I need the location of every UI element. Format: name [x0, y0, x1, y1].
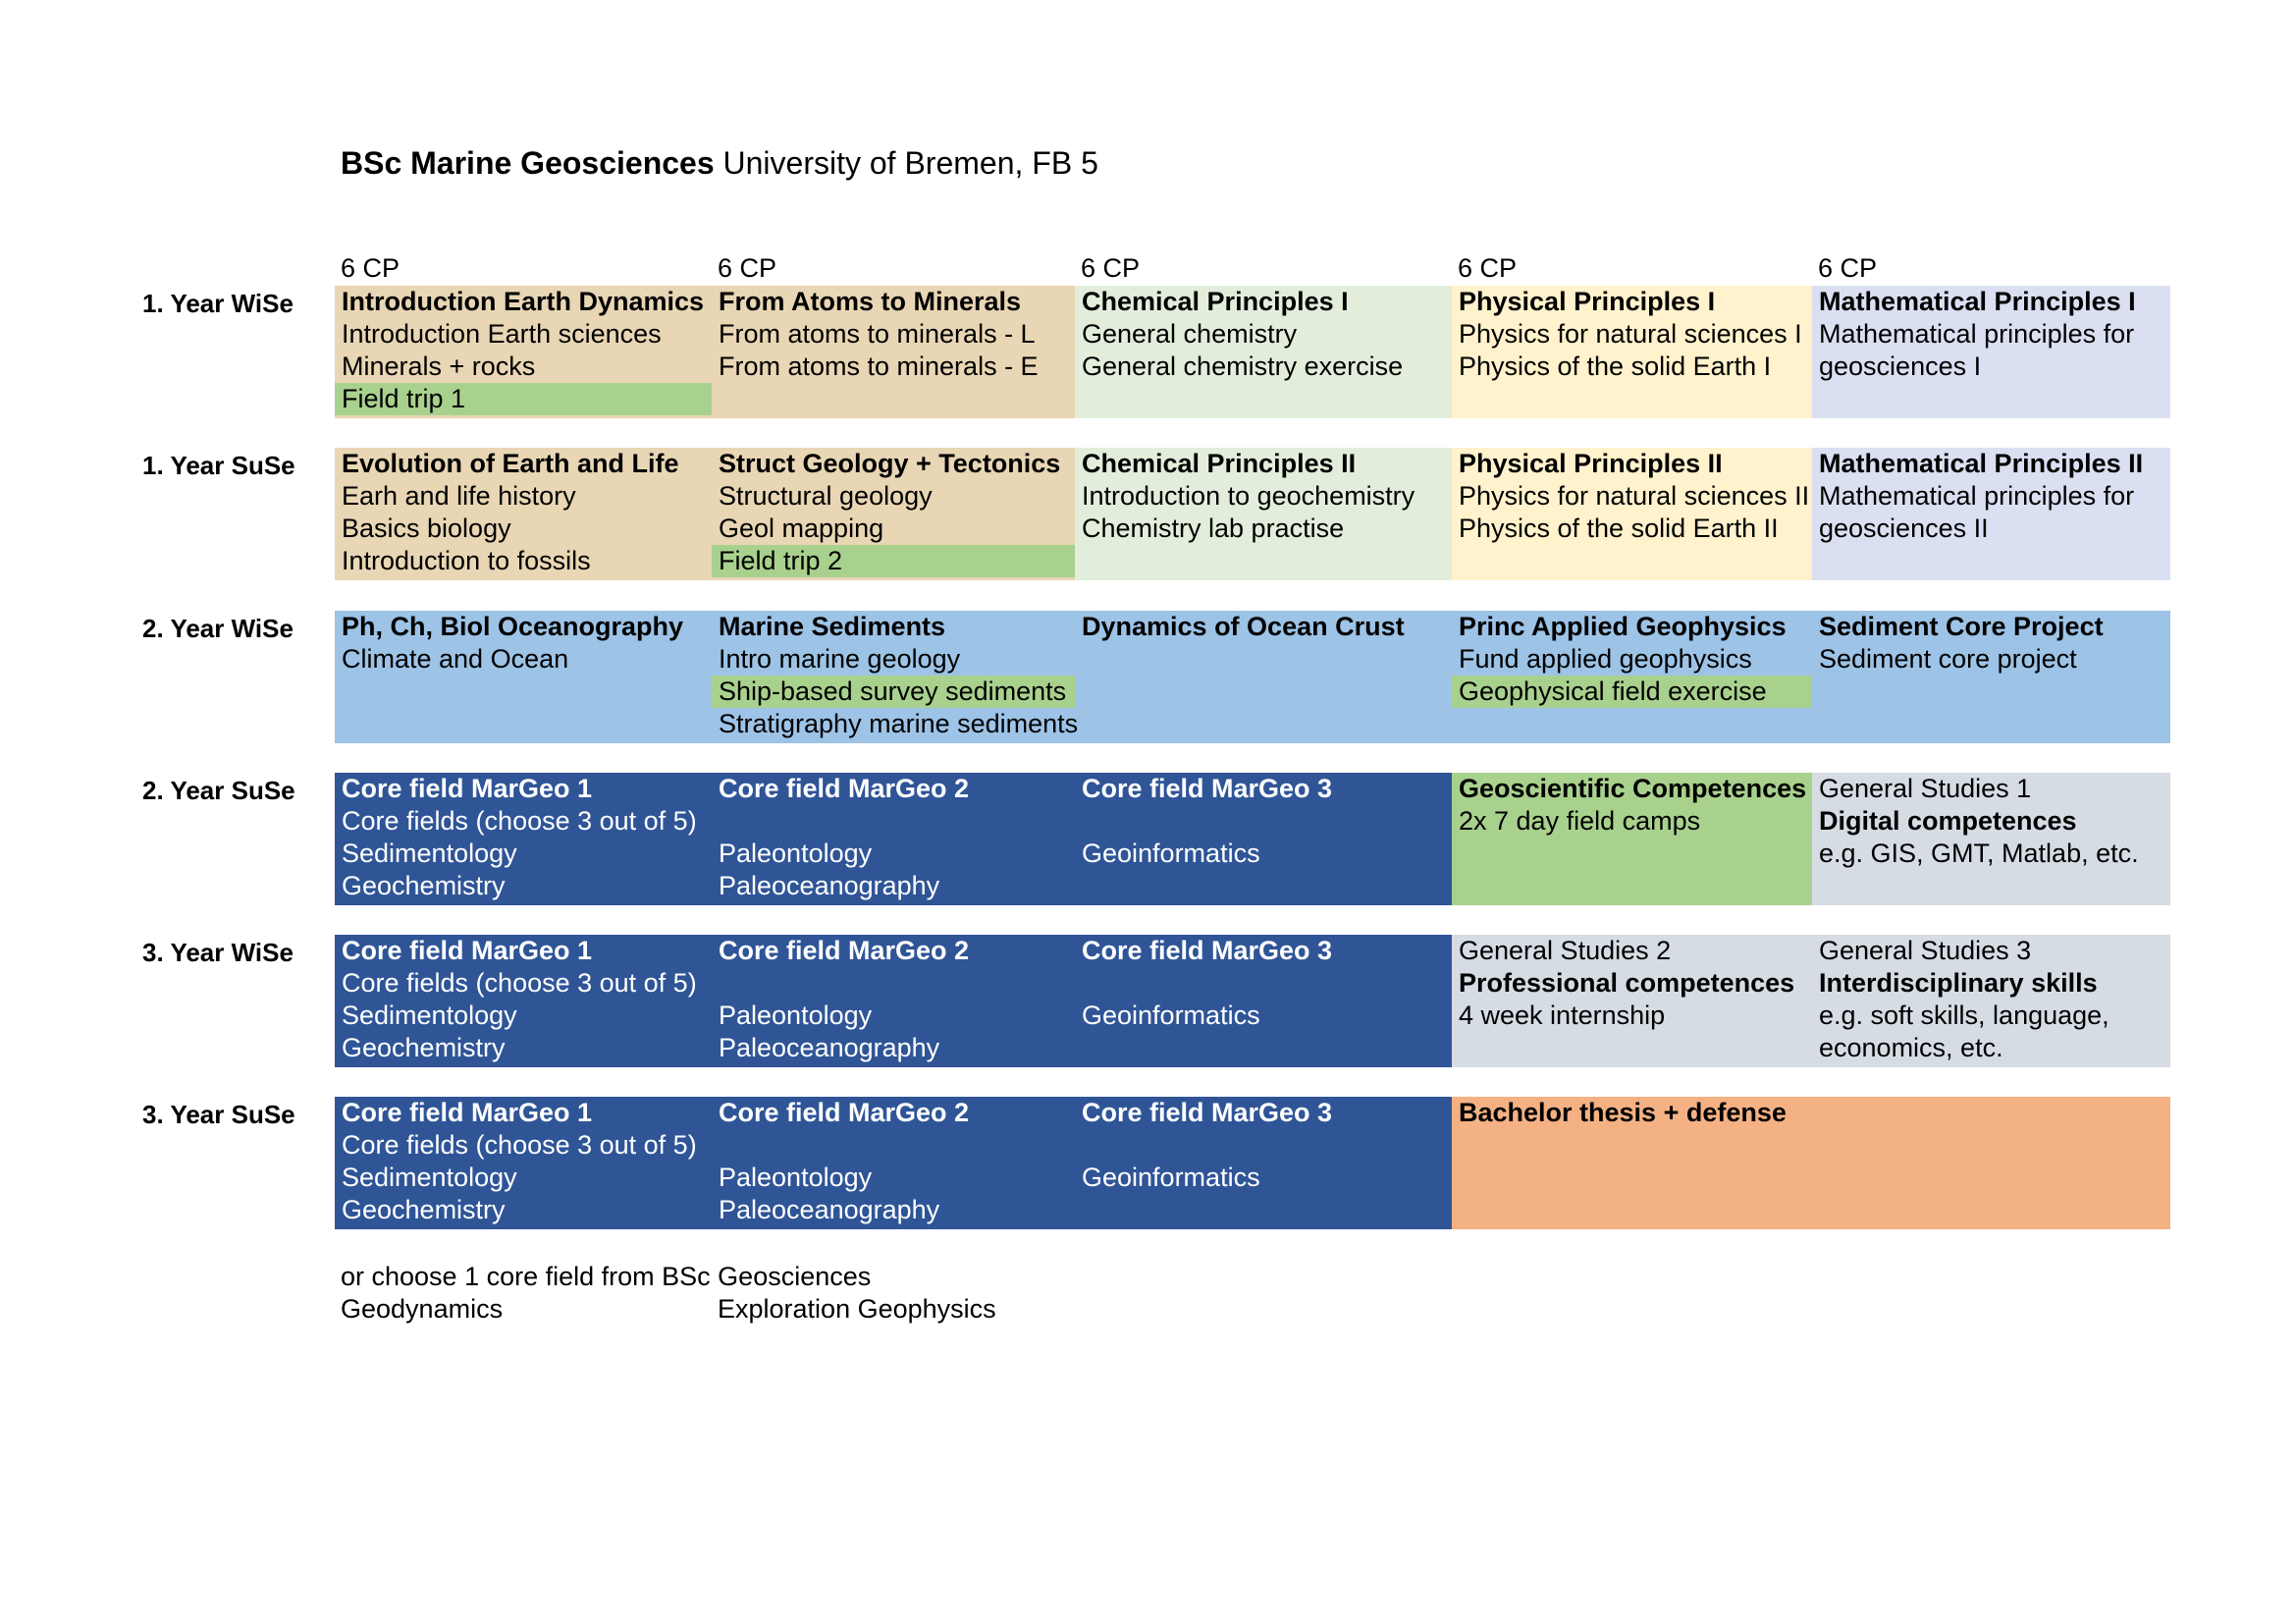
module-title: Mathematical Principles I: [1819, 287, 2136, 316]
module-line: Core fields (choose 3 out of 5): [342, 806, 697, 836]
module-line: Intro marine geology: [719, 644, 961, 674]
module-core-field-margeo-1: [335, 935, 712, 1067]
module-line: Minerals + rocks: [342, 352, 536, 381]
module-line: General chemistry exercise: [1082, 352, 1404, 381]
module-line: Fund applied geophysics: [1459, 644, 1752, 674]
row-label: 2. Year SuSe: [142, 776, 295, 805]
module-line: Paleontology: [719, 839, 873, 868]
module-chemical-principles-2: [1075, 448, 1452, 580]
field-trip-highlight: Field trip 1: [342, 383, 712, 415]
module-line: Physics of the solid Earth II: [1459, 514, 1779, 543]
module-line: Introduction to fossils: [342, 546, 591, 575]
module-physical-principles-1: [1452, 286, 1812, 418]
module-title: Physical Principles I: [1459, 287, 1716, 316]
module-title: Core field MarGeo 3: [1082, 1098, 1333, 1127]
module-title: Physical Principles II: [1459, 449, 1723, 478]
module-core-field-margeo-3: [1075, 773, 1452, 905]
module-line: Introduction Earth sciences: [342, 319, 662, 349]
module-line: [719, 967, 1075, 1000]
module-core-field-margeo-1: [335, 773, 712, 905]
module-core-field-margeo-1: [335, 1097, 712, 1229]
module-title: Core field MarGeo 1: [342, 1098, 593, 1127]
module-title: Chemical Principles II: [1082, 449, 1357, 478]
module-line: e.g. GIS, GMT, Matlab, etc.: [1819, 839, 2139, 868]
module-line: 2x 7 day field camps: [1459, 806, 1701, 836]
module-line: Physics of the solid Earth I: [1459, 352, 1772, 381]
module-line: Geol mapping: [719, 514, 884, 543]
module-line: geosciences I: [1819, 352, 1982, 381]
module-introduction-earth-dynamics: [335, 286, 712, 418]
module-line: Paleontology: [719, 1001, 873, 1030]
module-mathematical-principles-2: [1812, 448, 2170, 580]
module-line: [719, 805, 1075, 838]
module-general-studies-3: [1812, 935, 2170, 1067]
module-core-field-margeo-3: [1075, 1097, 1452, 1229]
module-line: Climate and Ocean: [342, 644, 569, 674]
field-exercise-highlight: Geophysical field exercise: [1459, 676, 1812, 708]
module-line: Basics biology: [342, 514, 511, 543]
module-core-field-margeo-2: [712, 935, 1075, 1067]
module-sediment-core-project: [1812, 611, 2170, 743]
module-core-field-margeo-2: [712, 1097, 1075, 1229]
module-line: From atoms to minerals - E: [719, 352, 1039, 381]
cp-label: 6 CP: [1458, 253, 1518, 283]
module-line: Paleoceanography: [719, 1195, 940, 1224]
module-subtitle: Digital competences: [1819, 806, 2077, 836]
module-subtitle: Interdisciplinary skills: [1819, 968, 2098, 998]
module-line: Sedimentology: [342, 839, 517, 868]
module-core-field-margeo-2: [712, 773, 1075, 905]
module-title: Evolution of Earth and Life: [342, 449, 679, 478]
module-line: Stratigraphy marine sediments: [719, 709, 1079, 738]
module-line: Geoinformatics: [1082, 839, 1260, 868]
module-marine-sediments: [712, 611, 1079, 743]
module-core-field-margeo-3: [1075, 935, 1452, 1067]
module-title: Princ Applied Geophysics: [1459, 612, 1787, 641]
module-line: [1082, 805, 1452, 838]
module-evolution-of-earth-and-life: [335, 448, 712, 580]
module-general-studies-1: [1812, 773, 2170, 905]
module-line: Earh and life history: [342, 481, 576, 511]
module-subtitle: Professional competences: [1459, 968, 1795, 998]
row-label: 3. Year SuSe: [142, 1100, 295, 1129]
module-line: geosciences II: [1819, 514, 1989, 543]
module-line: economics, etc.: [1819, 1033, 2003, 1062]
module-line: [1082, 1129, 1452, 1162]
module-line: [1082, 967, 1452, 1000]
footer-option-exploration-geophysics: Exploration Geophysics: [718, 1294, 996, 1324]
module-title: Core field MarGeo 1: [342, 936, 593, 965]
module-physical-principles-2: [1452, 448, 1812, 580]
row-label: 2. Year WiSe: [142, 614, 294, 643]
module-line: Introduction to geochemistry: [1082, 481, 1415, 511]
cp-label: 6 CP: [718, 253, 777, 283]
module-line: Geochemistry: [342, 871, 506, 900]
field-exercise-highlight: Ship-based survey sediments: [719, 676, 1075, 708]
module-line: Sediment core project: [1819, 644, 2077, 674]
module-title: Core field MarGeo 1: [342, 774, 593, 803]
module-title: Sediment Core Project: [1819, 612, 2104, 641]
module-line: Core fields (choose 3 out of 5): [342, 1130, 697, 1160]
module-line: Physics for natural sciences I: [1459, 319, 1802, 349]
footer-note: or choose 1 core field from BSc Geosciences: [341, 1262, 872, 1291]
module-chemical-principles-1: [1075, 286, 1452, 418]
module-title: General Studies 1: [1819, 774, 2032, 803]
module-title: Geoscientific Competences: [1459, 774, 1807, 803]
module-line: Physics for natural sciences II: [1459, 481, 1810, 511]
module-line: Structural geology: [719, 481, 933, 511]
module-from-atoms-to-minerals: [712, 286, 1075, 418]
module-title: Chemical Principles I: [1082, 287, 1349, 316]
module-title: Dynamics of Ocean Crust: [1082, 612, 1405, 641]
module-title: Core field MarGeo 3: [1082, 936, 1333, 965]
module-line: General chemistry: [1082, 319, 1298, 349]
module-title: Ph, Ch, Biol Oceanography: [342, 612, 684, 641]
module-mathematical-principles-1: [1812, 286, 2170, 418]
module-title: Mathematical Principles II: [1819, 449, 2144, 478]
cp-label: 6 CP: [1818, 253, 1878, 283]
field-trip-highlight: Field trip 2: [719, 545, 1075, 577]
module-line: Mathematical principles for: [1819, 319, 2135, 349]
module-title: Introduction Earth Dynamics: [342, 287, 705, 316]
module-ocean-oceanography: [335, 611, 712, 743]
module-general-studies-2: [1452, 935, 1812, 1067]
module-title: Core field MarGeo 2: [719, 774, 970, 803]
footer-option-geodynamics: Geodynamics: [341, 1294, 504, 1324]
module-dynamics-of-ocean-crust: [1075, 611, 1452, 743]
module-line: Chemistry lab practise: [1082, 514, 1345, 543]
module-line: Paleontology: [719, 1163, 873, 1192]
module-line: [719, 1129, 1075, 1162]
row-label: 1. Year SuSe: [142, 451, 295, 480]
module-line: e.g. soft skills, language,: [1819, 1001, 2109, 1030]
module-line: Geoinformatics: [1082, 1001, 1260, 1030]
module-line: Paleoceanography: [719, 871, 940, 900]
module-line: Geochemistry: [342, 1033, 506, 1062]
module-line: Geochemistry: [342, 1195, 506, 1224]
row-label: 1. Year WiSe: [142, 289, 294, 318]
module-title: Core field MarGeo 2: [719, 1098, 970, 1127]
module-princ-applied-geophysics: [1452, 611, 1812, 743]
module-line: 4 week internship: [1459, 1001, 1666, 1030]
module-title: General Studies 3: [1819, 936, 2032, 965]
module-line: Mathematical principles for: [1819, 481, 2135, 511]
module-geoscientific-competences: [1452, 773, 1812, 905]
module-title: From Atoms to Minerals: [719, 287, 1022, 316]
module-line: Geoinformatics: [1082, 1163, 1260, 1192]
module-bachelor-thesis: [1452, 1097, 2170, 1229]
cp-label: 6 CP: [1081, 253, 1141, 283]
module-line: Sedimentology: [342, 1163, 517, 1192]
row-label: 3. Year WiSe: [142, 938, 294, 967]
module-title: Struct Geology + Tectonics: [719, 449, 1061, 478]
module-line: From atoms to minerals - L: [719, 319, 1036, 349]
module-line: Paleoceanography: [719, 1033, 940, 1062]
page-title: BSc Marine Geosciences University of Bremen, FB 5: [341, 145, 1098, 181]
module-line: Sedimentology: [342, 1001, 517, 1030]
module-title: Bachelor thesis + defense: [1459, 1098, 1787, 1127]
module-line: Core fields (choose 3 out of 5): [342, 968, 697, 998]
module-title: Core field MarGeo 2: [719, 936, 970, 965]
module-title: General Studies 2: [1459, 936, 1672, 965]
module-title: Core field MarGeo 3: [1082, 774, 1333, 803]
module-struct-geology-tectonics: [712, 448, 1075, 580]
cp-label: 6 CP: [341, 253, 400, 283]
module-title: Marine Sediments: [719, 612, 946, 641]
